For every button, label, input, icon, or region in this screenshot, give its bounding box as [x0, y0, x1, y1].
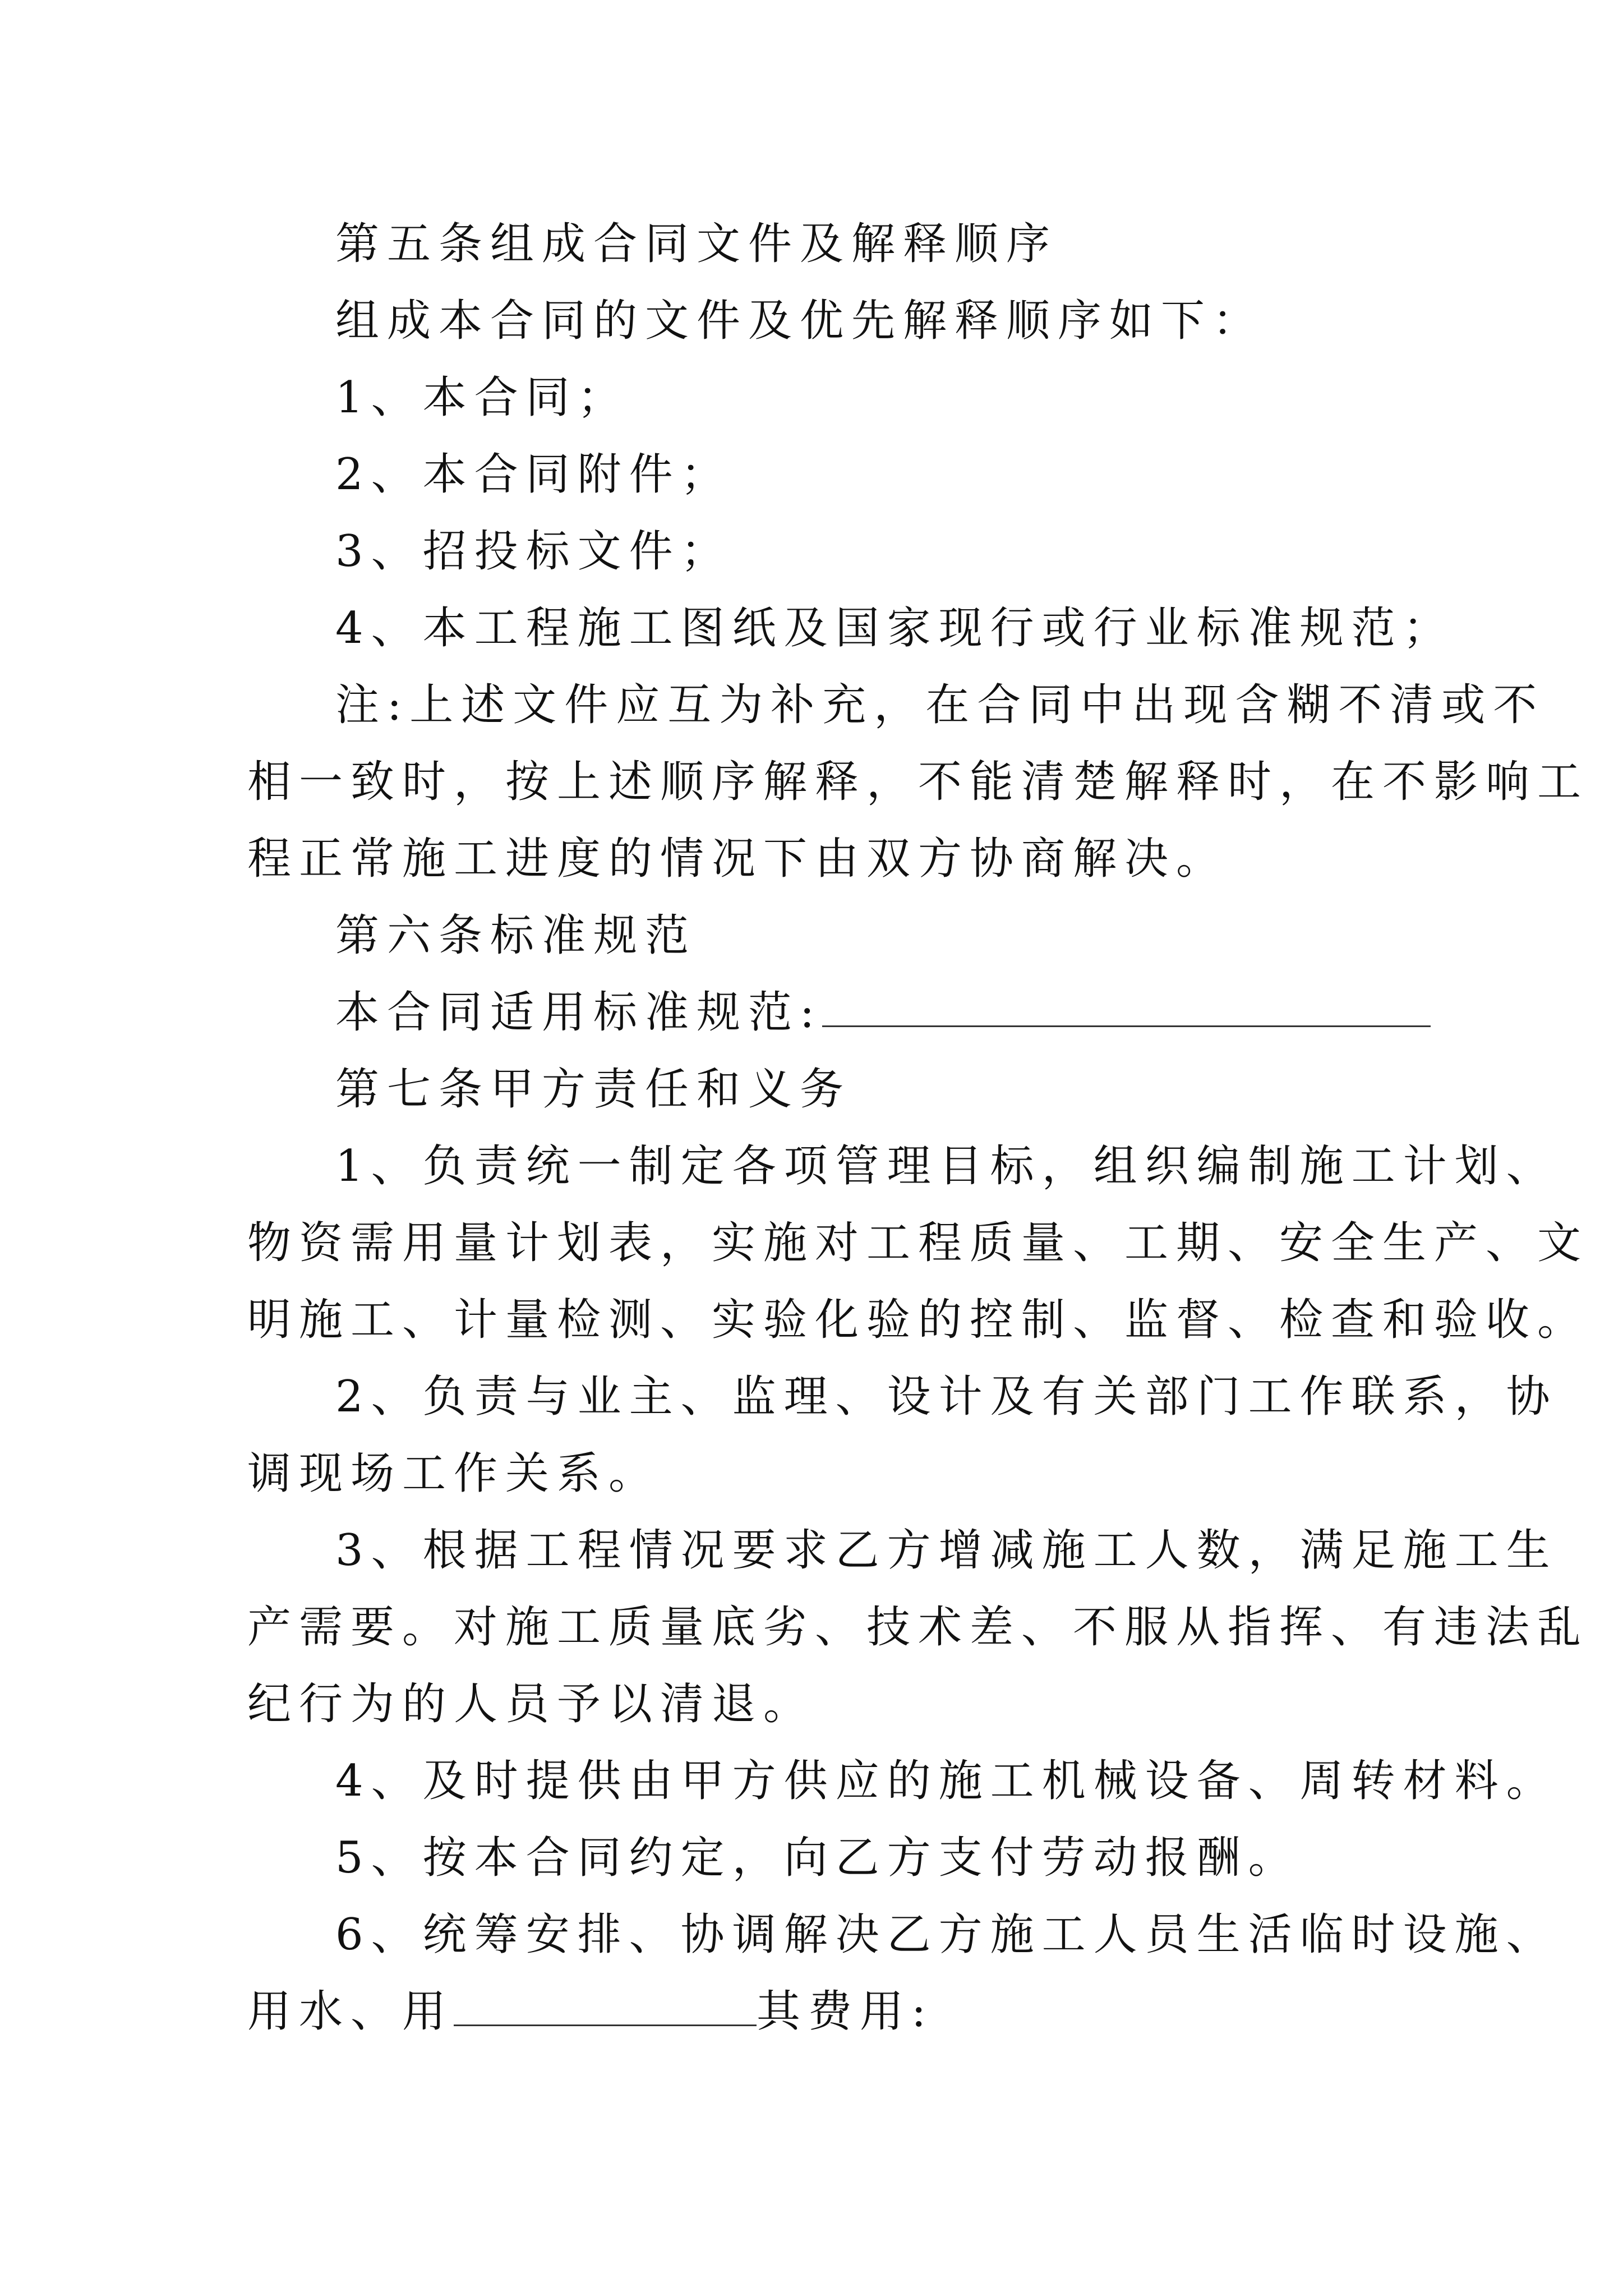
article-5-title: 第五条组成合同文件及解释顺序: [335, 219, 1058, 269]
standards-blank-line: [822, 986, 1431, 1027]
article-5-item-2: 2、本合同附件；: [335, 449, 732, 500]
article-7-item-6-line-2-start: 用水、用: [247, 1986, 454, 2037]
article-7-item-1-line-1: 1、负责统一制定各项管理目标，组织编制施工计划、: [335, 1141, 1558, 1191]
article-5-intro: 组成本合同的文件及优先解释顺序如下：: [335, 296, 1265, 346]
article-7-item-6-line-1: 6、统筹安排、协调解决乙方施工人员生活临时设施、: [335, 1910, 1558, 1960]
article-7-item-2-line-1: 2、负责与业主、监理、设计及有关部门工作联系，协: [335, 1372, 1558, 1422]
article-7-item-1-line-3: 明施工、计量检测、实验化验的控制、监督、检查和验收。: [247, 1295, 1589, 1345]
article-6-text: 本合同适用标准规范:: [335, 987, 823, 1038]
article-7-item-4: 4、及时提供由甲方供应的施工机械设备、周转材料。: [335, 1756, 1558, 1806]
article-7-item-6-line-2-row: [247, 1984, 934, 2040]
article-7-item-2-line-2: 调现场工作关系。: [247, 1448, 661, 1499]
article-5-note-line-3: 程正常施工进度的情况下由双方协商解决。: [247, 834, 1228, 884]
article-6-title: 第六条标准规范: [335, 910, 697, 961]
article-7-item-3-line-3: 纪行为的人员予以清退。: [247, 1679, 815, 1729]
article-7-item-5: 5、按本合同约定，向乙方支付劳动报酬。: [335, 1833, 1300, 1883]
article-7-item-3-line-2: 产需要。对施工质量底劣、技术差、不服从指挥、有违法乱: [247, 1602, 1589, 1653]
article-7-item-1-line-2: 物资需用量计划表，实施对工程质量、工期、安全生产、文: [247, 1218, 1589, 1268]
article-5-note-line-1: 注:上述文件应互为补充，在合同中出现含糊不清或不: [335, 680, 1545, 730]
article-5-item-4: 4、本工程施工图纸及国家现行或行业标准规范；: [335, 603, 1455, 654]
article-6-text-row: [335, 984, 1431, 1041]
utilities-blank-line: [454, 1985, 757, 2026]
article-7-item-3-line-1: 3、根据工程情况要求乙方增减施工人数，满足施工生: [335, 1525, 1558, 1576]
article-5-note-line-2: 相一致时，按上述顺序解释，不能清楚解释时，在不影响工: [247, 757, 1589, 807]
article-5-item-1: 1、本合同；: [335, 372, 629, 423]
article-7-item-6-line-2-end: 其费用:: [757, 1986, 934, 2037]
article-7-title: 第七条甲方责任和义务: [335, 1064, 852, 1115]
article-5-item-3: 3、招投标文件；: [335, 526, 732, 577]
